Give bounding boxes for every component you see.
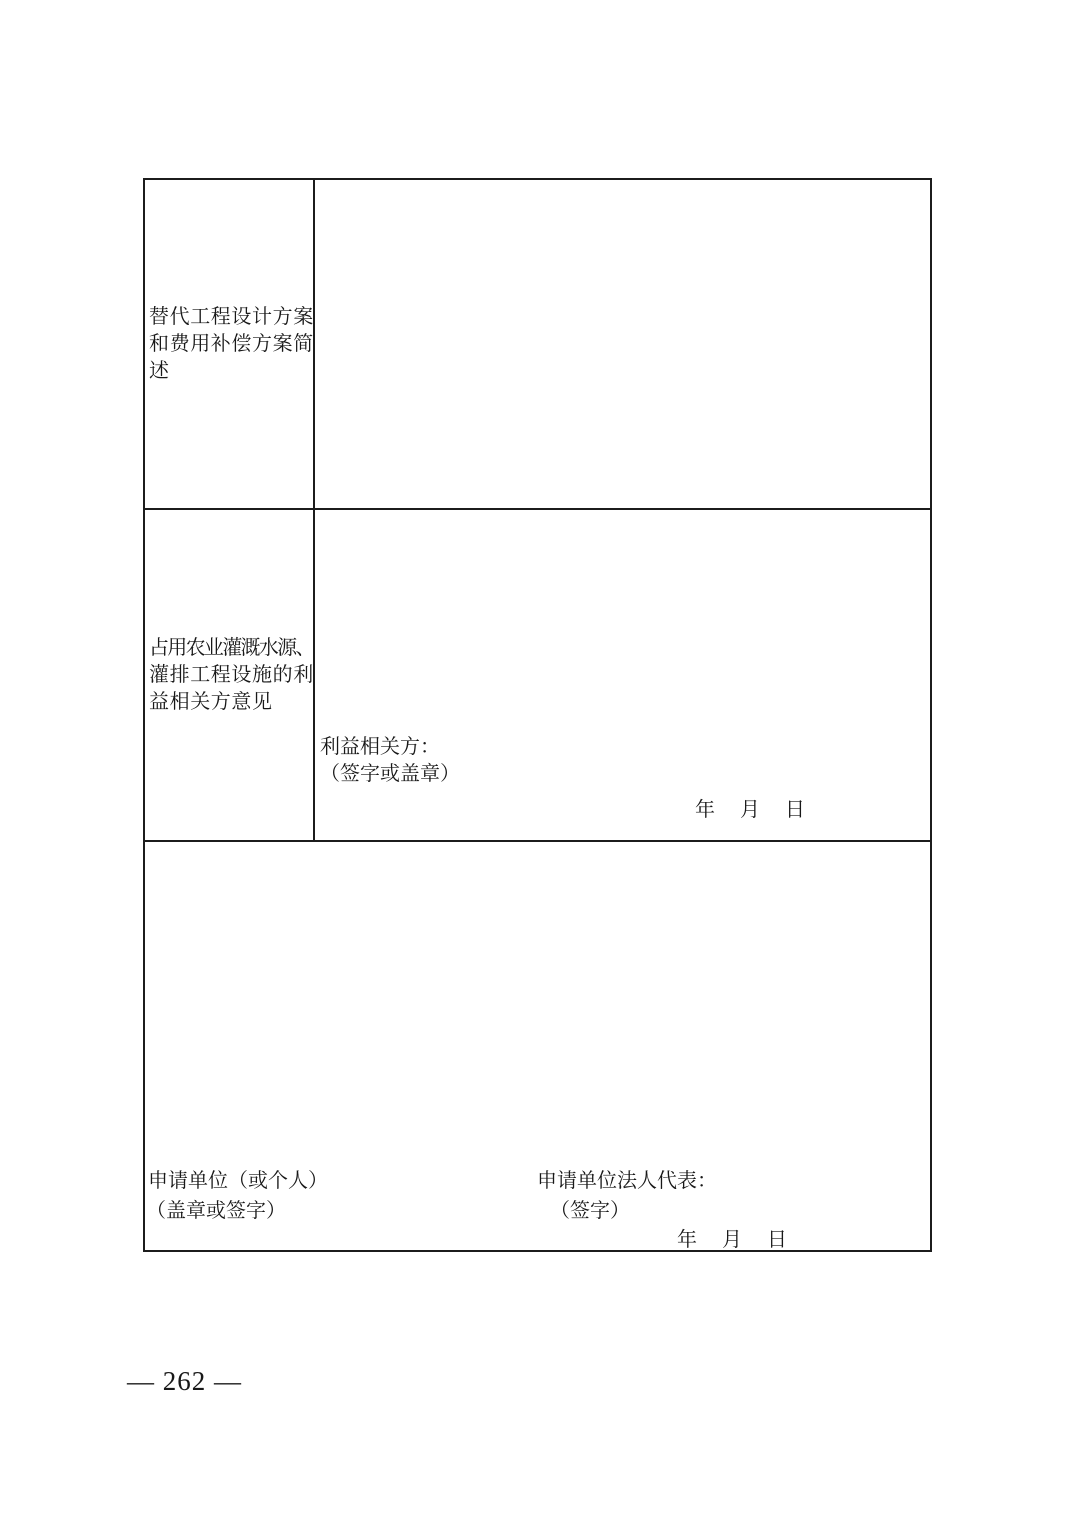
label-line: 益相关方意见: [149, 690, 273, 713]
stakeholder-party-label: 利益相关方：: [320, 736, 440, 758]
label-line: 替代工程设计方案: [149, 305, 314, 328]
row-stakeholder-opinion: [145, 510, 930, 842]
representative-label: 申请单位法人代表：: [537, 1170, 717, 1192]
stakeholder-sign-note: （签字或盖章）: [320, 763, 460, 785]
form-table: [143, 178, 932, 1252]
label-line: 占用农业灌溉水源、: [149, 636, 314, 659]
stakeholder-date-line: 年 月 日: [695, 799, 805, 821]
content-cell-alternative-design[interactable]: [315, 180, 930, 508]
label-cell-alternative-design: [145, 180, 315, 508]
applicant-name-label: 申请单位（或个人）: [148, 1170, 328, 1192]
label-line: 述: [149, 359, 170, 382]
representative-sign-note: （签字）: [550, 1200, 630, 1222]
row-applicant-signature[interactable]: [145, 842, 930, 1250]
page-number: — 262 —: [127, 1366, 242, 1396]
row-alternative-design: [145, 180, 930, 510]
content-cell-stakeholder-opinion[interactable]: [315, 510, 930, 840]
label-line: 和费用补偿方案简: [149, 332, 314, 355]
label-cell-stakeholder-opinion: [145, 510, 315, 840]
label-line: 灌排工程设施的利: [149, 663, 314, 686]
applicant-date-line: 年 月 日: [677, 1229, 787, 1251]
applicant-seal-note: （盖章或签字）: [146, 1200, 286, 1222]
